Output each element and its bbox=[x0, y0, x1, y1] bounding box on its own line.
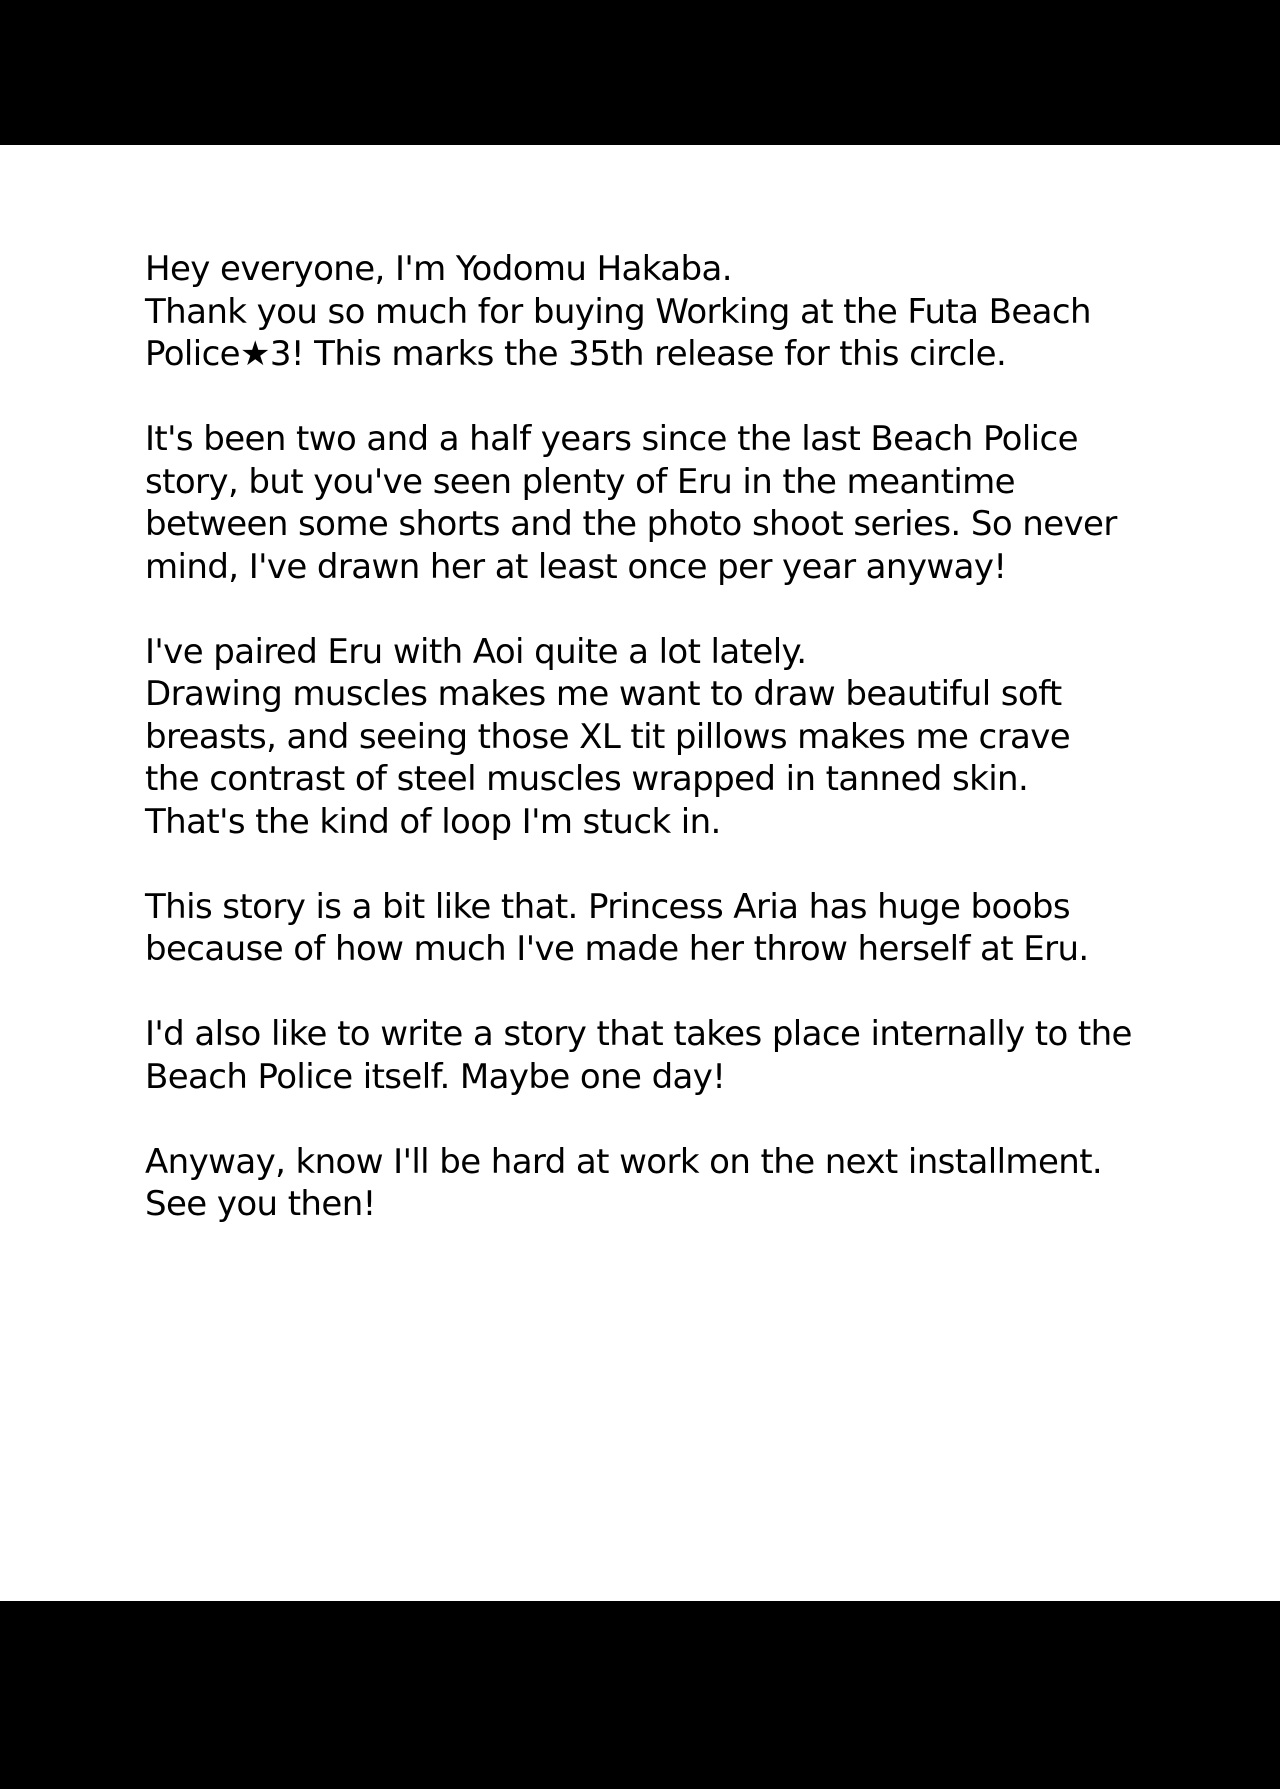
text-line: mind, I've drawn her at least once per year anyway! bbox=[145, 546, 1007, 587]
text-line: Drawing muscles makes me want to draw beautiful soft bbox=[145, 674, 1062, 714]
paragraph-closing bbox=[145, 1141, 1165, 1226]
text-line: I'd also like to write a story that takes place internally to the bbox=[145, 1014, 1132, 1054]
text-line: story, but you've seen plenty of Eru in the meantime bbox=[145, 461, 1015, 502]
afterword-text bbox=[145, 248, 1165, 1268]
text-line: the contrast of steel muscles wrapped in tanned skin. bbox=[145, 759, 1029, 799]
text-line: I've paired Eru with Aoi quite a lot lately. bbox=[145, 631, 807, 672]
text-line: Anyway, know I'll be hard at work on the next installment. bbox=[145, 1141, 1103, 1182]
text-line: This story is a bit like that. Princess Aria has huge boobs bbox=[145, 886, 1071, 927]
text-line: Beach Police itself. Maybe one day! bbox=[145, 1056, 726, 1097]
text-line: Police★3! This marks the 35th release for this circle. bbox=[145, 334, 1007, 374]
text-line: Hey everyone, I'm Yodomu Hakaba. bbox=[145, 249, 732, 289]
paragraph-story bbox=[145, 886, 1165, 971]
text-line: because of how much I've made her throw herself at Eru. bbox=[145, 929, 1089, 969]
paragraph-pairing bbox=[145, 631, 1165, 844]
paragraph-greeting bbox=[145, 248, 1165, 376]
text-line: between some shorts and the photo shoot series. So never bbox=[145, 504, 1117, 544]
text-line: breasts, and seeing those XL tit pillows makes me crave bbox=[145, 716, 1071, 757]
bottom-black-bar bbox=[0, 1601, 1280, 1789]
top-black-bar bbox=[0, 0, 1280, 145]
text-line: That's the kind of loop I'm stuck in. bbox=[145, 801, 721, 842]
paragraph-timeline bbox=[145, 418, 1165, 588]
text-line: Thank you so much for buying Working at the Futa Beach bbox=[145, 291, 1091, 332]
paragraph-future bbox=[145, 1013, 1165, 1098]
text-line: It's been two and a half years since the last Beach Police bbox=[145, 419, 1078, 459]
text-line: See you then! bbox=[145, 1184, 376, 1224]
